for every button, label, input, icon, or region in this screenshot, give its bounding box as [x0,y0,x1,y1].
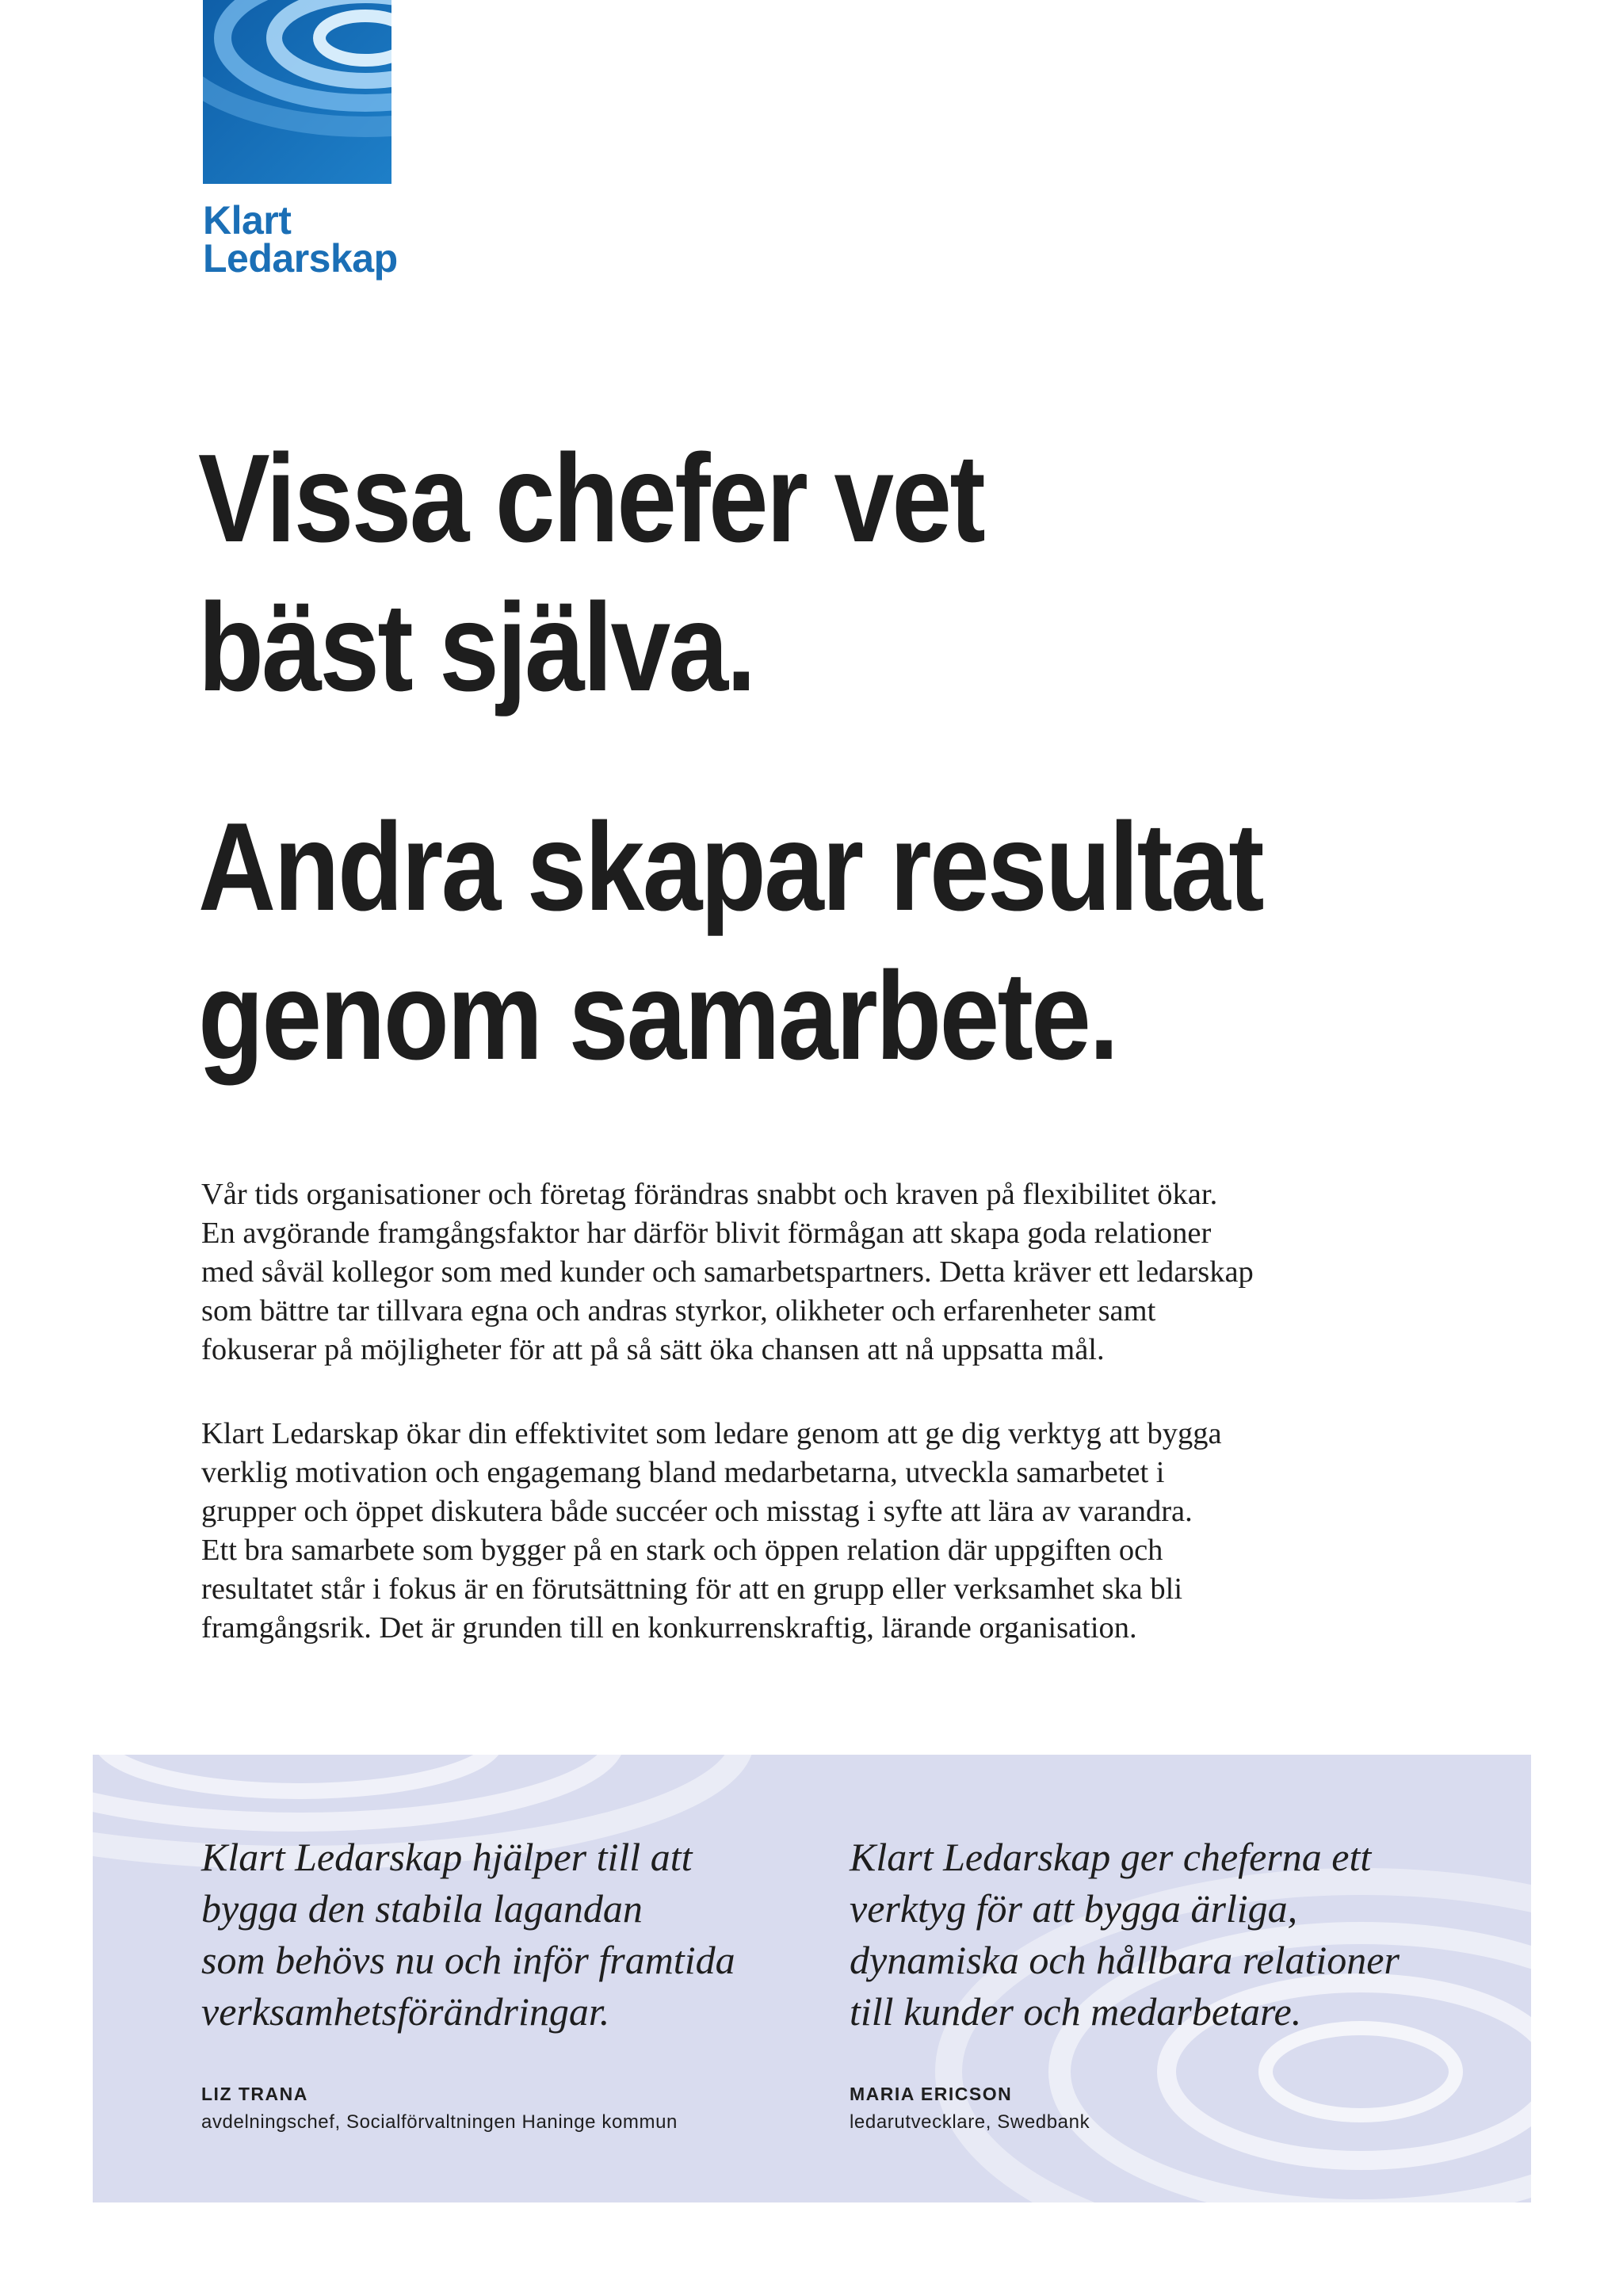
body-paragraph-1 [201,1175,1438,1370]
quote-line: bygga den stabila lagandan [201,1886,643,1931]
quote-line: verksamhetsförändringar. [201,1989,610,2034]
ripple-logo-icon [203,0,391,184]
headline-line: bäst själva. [198,578,754,717]
headline-line: Andra skapar resultat [198,797,1262,937]
testimonial-quote-1 [201,1832,735,2038]
body-line: verklig motivation och engagemang bland medarbetarna, utveckla samarbetet i [201,1456,1165,1489]
headline-primary [198,424,1357,722]
body-line: Klart Ledarskap ökar din effektivitet som ledare genom att ge dig verktyg att bygga [201,1417,1222,1450]
body-line: En avgörande framgångsfaktor har därför blivit förmågan att skapa goda relationer [201,1217,1212,1250]
body-paragraph-2 [201,1415,1438,1648]
body-line: Ett bra samarbete som bygger på en stark och öppen relation där uppgiften och [201,1534,1163,1567]
quote-line: Klart Ledarskap ger cheferna ett [850,1835,1372,1879]
quote-author-name: LIZ TRANA [201,2084,308,2104]
body-line: fokuserar på möjligheter för att på så sätt öka chansen att nå uppsatta mål. [201,1333,1105,1366]
body-line: resultatet står i fokus är en förutsättning för att en grupp eller verksamhet ska bli [201,1572,1183,1606]
headline-secondary [198,793,1357,1091]
logo-line-1: Klart [203,198,292,243]
testimonial-attribution-1 [201,2080,678,2137]
logo-line-2: Ledarskap [203,236,398,281]
testimonial-attribution-2 [850,2080,1090,2137]
body-line: framgångsrik. Det är grunden till en konkurrenskraftig, lärande organisation. [201,1611,1137,1645]
quote-line: Klart Ledarskap hjälper till att [201,1835,693,1879]
quote-author-role: ledarutvecklare, Swedbank [850,2111,1090,2133]
quote-author-name: MARIA ERICSON [850,2084,1013,2104]
quote-line: till kunder och medarbetare. [850,1989,1302,2034]
logo-wordmark [203,198,398,281]
quote-line: dynamiska och hållbara relationer [850,1938,1400,1982]
body-line: med såväl kollegor som med kunder och samarbetspartners. Detta kräver ett ledarskap [201,1255,1254,1289]
body-line: som bättre tar tillvara egna och andras styrkor, olikheter och erfarenheter samt [201,1294,1156,1328]
headline-line: Vissa chefer vet [198,429,984,568]
testimonial-quote-2 [850,1832,1400,2038]
body-line: grupper och öppet diskutera både succéer och misstag i syfte att lära av varandra. [201,1495,1193,1528]
quote-line: verktyg för att bygga ärliga, [850,1886,1298,1931]
body-line: Vår tids organisationer och företag förändras snabbt och kraven på flexibilitet ökar. [201,1178,1218,1211]
quote-line: som behövs nu och inför framtida [201,1938,735,1982]
quote-author-role: avdelningschef, Socialförvaltningen Haninge kommun [201,2111,678,2133]
logo [203,0,398,281]
headline-line: genom samarbete. [198,946,1117,1086]
testimonial-panel [93,1755,1531,2202]
